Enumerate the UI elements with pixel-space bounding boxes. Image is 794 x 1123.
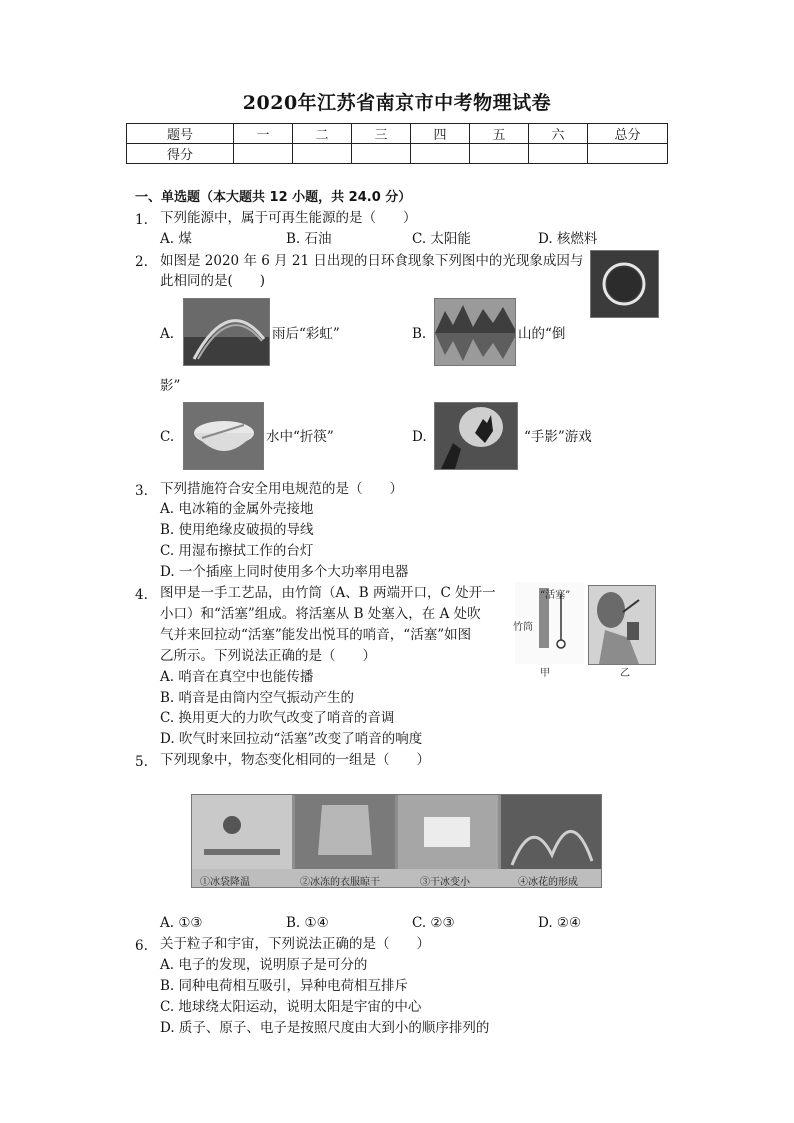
option-d: D. 一个插座上同时使用多个大功率用电器 bbox=[160, 564, 409, 580]
option-c: C. 换用更大的力吹气改变了哨音的音调 bbox=[160, 710, 395, 726]
question-stem: 如图是 2020 年 6 月 21 日出现的日环食现象下列图中的光现象成因与 bbox=[160, 253, 584, 269]
page-title: 2020年江苏省南京市中考物理试卷 bbox=[242, 92, 552, 114]
option-caption: 雨后“彩虹” bbox=[272, 326, 340, 342]
option-a: A. 哨音在真空中也能传播 bbox=[160, 669, 314, 685]
score-cell[interactable] bbox=[352, 144, 411, 164]
option-d: D. 质子、原子、电子是按照尺度由大到小的顺序排列的 bbox=[160, 1020, 490, 1036]
score-header-cell: 题号 bbox=[127, 124, 234, 144]
score-header-cell: 一 bbox=[234, 124, 293, 144]
score-table-header-row bbox=[127, 124, 668, 144]
score-cell[interactable] bbox=[411, 144, 470, 164]
blowing-whistle-photo bbox=[588, 585, 656, 665]
question-number: 3. bbox=[135, 483, 148, 499]
option-caption: “手影”游戏 bbox=[524, 429, 592, 445]
mountain-reflection-image bbox=[434, 298, 516, 366]
question-number: 2. bbox=[135, 254, 148, 270]
figure-label: “活塞” bbox=[540, 590, 571, 601]
score-header-cell: 五 bbox=[470, 124, 529, 144]
score-cell[interactable] bbox=[234, 144, 293, 164]
option-letter: B. bbox=[412, 326, 427, 342]
option-caption: 影” bbox=[160, 378, 181, 394]
option-b: B. 石油 bbox=[286, 231, 332, 247]
figure-caption: ④冰花的形成 bbox=[518, 877, 578, 888]
hand-shadow-image bbox=[434, 402, 518, 470]
option-c: C. 用湿布擦拭工作的台灯 bbox=[160, 543, 314, 559]
chopsticks-bowl-image bbox=[183, 402, 264, 470]
option-a: A. 电冰箱的金属外壳接地 bbox=[160, 501, 314, 517]
score-header-cell: 四 bbox=[411, 124, 470, 144]
option-b: B. 使用绝缘皮破损的导线 bbox=[160, 522, 314, 538]
section-heading: 一、单选题（本大题共 12 小题，共 24.0 分） bbox=[135, 190, 412, 205]
option-c: C. 地球绕太阳运动，说明太阳是宇宙的中心 bbox=[160, 999, 422, 1015]
option-c: C. 太阳能 bbox=[412, 231, 471, 247]
score-cell[interactable] bbox=[293, 144, 352, 164]
score-cell[interactable] bbox=[588, 144, 668, 164]
score-row-label: 得分 bbox=[127, 144, 234, 164]
score-cell[interactable] bbox=[529, 144, 588, 164]
score-header-cell: 三 bbox=[352, 124, 411, 144]
option-letter: A. bbox=[160, 326, 175, 342]
question-number: 1. bbox=[135, 212, 148, 228]
score-header-cell: 二 bbox=[293, 124, 352, 144]
question-number: 4. bbox=[135, 587, 148, 603]
option-b: B. 同种电荷相互吸引，异种电荷相互排斥 bbox=[160, 978, 409, 994]
question-stem: 下列能源中，属于可再生能源的是（ ） bbox=[160, 210, 417, 226]
question-stem: 关于粒子和宇宙，下列说法正确的是（ ） bbox=[160, 936, 430, 952]
figure-caption: ③干冰变小 bbox=[420, 877, 470, 888]
question-stem: 下列措施符合安全用电规范的是（ ） bbox=[160, 481, 403, 497]
option-letter: D. bbox=[412, 429, 427, 445]
option-a: A. 煤 bbox=[160, 231, 192, 247]
option-b: B. ①④ bbox=[286, 915, 329, 931]
option-d: D. 核燃料 bbox=[538, 231, 598, 247]
score-header-cell: 六 bbox=[529, 124, 588, 144]
figure-label: 甲 bbox=[540, 668, 550, 679]
question-number: 6. bbox=[135, 938, 148, 954]
option-a: A. ①③ bbox=[160, 915, 203, 931]
option-caption: 山的“倒 bbox=[518, 326, 566, 342]
option-caption: 水中“折筷” bbox=[266, 429, 334, 445]
question-stem: 图甲是一手工艺品，由竹筒（A、B 两端开口，C 处开一 bbox=[160, 585, 496, 601]
figure-caption: ①冰袋降温 bbox=[200, 877, 250, 888]
option-letter: C. bbox=[160, 429, 175, 445]
option-d: D. ②④ bbox=[538, 915, 582, 931]
figure-label: 乙 bbox=[620, 668, 630, 679]
figure-label: 竹筒 bbox=[513, 622, 533, 633]
eclipse-image bbox=[590, 250, 659, 318]
option-b: B. 哨音是由筒内空气振动产生的 bbox=[160, 690, 355, 706]
option-c: C. ②③ bbox=[412, 915, 455, 931]
figure-caption: ②冰冻的衣服晾干 bbox=[300, 877, 380, 888]
score-header-cell: 总分 bbox=[588, 124, 668, 144]
question-stem: 此相同的是( ) bbox=[160, 273, 266, 289]
question-number: 5. bbox=[135, 754, 148, 770]
question-stem: 气并来回拉动“活塞”能发出悦耳的哨音，“活塞”如图 bbox=[160, 627, 472, 643]
score-cell[interactable] bbox=[470, 144, 529, 164]
score-table bbox=[126, 123, 668, 164]
question-stem: 下列现象中，物态变化相同的一组是（ ） bbox=[160, 752, 430, 768]
option-a: A. 电子的发现，说明原子是可分的 bbox=[160, 957, 368, 973]
question-stem: 乙所示。下列说法正确的是（ ） bbox=[160, 648, 376, 664]
score-table-score-row bbox=[127, 144, 668, 164]
rainbow-image bbox=[183, 298, 270, 366]
option-d: D. 吹气时来回拉动“活塞”改变了哨音的响度 bbox=[160, 731, 423, 747]
question-stem: 小口）和“活塞”组成。将活塞从 B 处塞入，在 A 处吹 bbox=[160, 606, 481, 622]
